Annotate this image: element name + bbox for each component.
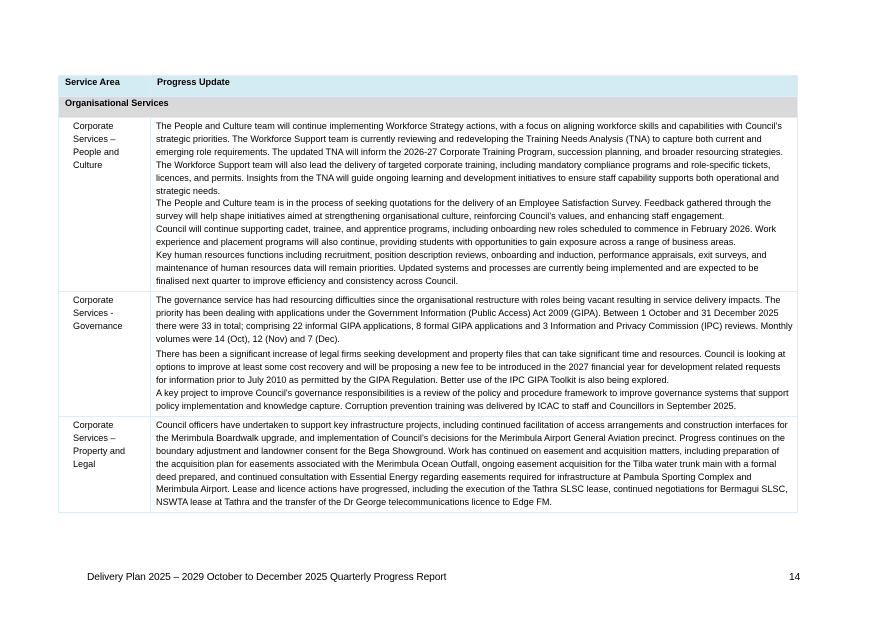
update-paragraph: Key human resources functions including recruitment, position description reviews, onboarding and induction, performance appraisals, exit surveys, and maintenance of human resources data will remain priorities. Updated systems and processes are currently being implemented and are expected to be finalised next quarter to improve efficiency and consistency across Council. (156, 250, 767, 286)
service-area-cell: Corporate Services – Property and Legal (59, 416, 151, 512)
footer-report-title: Delivery Plan 2025 – 2029 October to December 2025 Quarterly Progress Report (87, 572, 447, 583)
column-header-progress-update: Progress Update (151, 76, 798, 97)
page-number: 14 (789, 572, 801, 583)
progress-table (58, 75, 798, 513)
progress-update-cell (151, 118, 798, 292)
section-title: Organisational Services (59, 97, 798, 118)
update-paragraph: Council officers have undertaken to support key infrastructure projects, including continued facilitation of access arrangements and construction interfaces for the Merimbula Boardwalk upgrade, and implementation of Council’s decisions for the Merimbula Airport General Aviation precinct. Progress continues on the boundary adjustment and landowner consent for the Bega Showground. Work has continued on easement and acquisition matters, including preparation of the acquisition plan for easements associated with the Merimbula Ocean Outfall, ongoing easement acquisition for the Tilba water trunk main with a formal deed prepared, and continued consultation with Essential Energy regarding easements required for infrastructure at Pambula Sporting Complex and Merimbula Airport. Lease and licence actions have progressed, including the execution of the Tathra SLSC lease, continued negotiations for Bermagui SLSC, NSWTA lease at Tathra and the transfer of the Dr George telecommunications licence to Edge FM. (156, 419, 788, 508)
progress-update-cell (151, 416, 798, 512)
update-paragraph: The governance service has had resourcing difficulties since the organisational restructure with roles being vacant resulting in service delivery impacts. The priority has been dealing with applications under the Government Information (Public Access) Act 2009 (GIPA). Between 1 October and 31 December 2025 there were 33 in total; comprising 22 informal GIPA applications, 8 formal GIPA applications and 3 Information and Privacy Commission (IPC) reviews. Monthly volumes were 14 (Oct), 12 (Nov) and 7 (Dec). (156, 294, 793, 344)
update-paragraph: Council will continue supporting cadet, trainee, and apprentice programs, including onboarding new roles scheduled to commence in February 2026. Work experience and placement programs will also continue, providing students with opportunities to gain exposure across a range of business areas. (156, 224, 777, 248)
update-paragraph: The Workforce Support team will also lead the delivery of targeted corporate training, including mandatory compliance programs and role-specific tickets, licences, and permits. Insights from the TNA will guide ongoing learning and development initiatives to ensure staff capability supports both operational and strategic needs. (156, 159, 779, 196)
update-paragraph: A key project to improve Council's governance responsibilities is a review of the policy and procedure framework to improve governance systems that support policy implementation and knowledge capture. Corruption prevention training was delivered by ICAC to staff and Councillors in September 2025. (156, 388, 789, 412)
update-paragraph: There has been a significant increase of legal firms seeking development and property files that can take significant time and resources. Council is looking at options to improve at least some cost recovery and will be proposing a new fee to be introduced in the 2027 financial year for development related requests for information prior to July 2010 as permitted by the GIPA Regulation. Better use of the IPC GIPA Toolkit is also being explored. (156, 349, 786, 386)
progress-update-cell (151, 291, 798, 416)
table-row-governance (59, 291, 798, 416)
table-row-property-and-legal (59, 416, 798, 512)
update-paragraph: The People and Culture team will continue implementing Workforce Strategy actions, with a focus on aligning workforce skills and capabilities with Council’s strategic priorities. The Workforce Support team is currently reviewing and redeveloping the Training Needs Analysis (TNA) to capture both current and emerging role requirements. The updated TNA will inform the 2026-27 Corporate Training Program, succession planning, and broader resourcing strategies. (156, 121, 783, 157)
update-paragraph: The People and Culture team is in the process of seeking quotations for the delivery of an Employee Satisfaction Survey. Feedback gathered through the survey will help shape initiatives aimed at strengthening organisational culture, reinforcing Council’s values, and enhancing staff engagement. (156, 198, 772, 222)
section-row (59, 97, 798, 118)
service-area-cell: Corporate Services - Governance (59, 291, 151, 416)
column-header-service-area: Service Area (59, 76, 151, 97)
service-area-cell: Corporate Services – People and Culture (59, 118, 151, 292)
table-row-people-and-culture (59, 118, 798, 292)
table-header-row (59, 76, 798, 97)
